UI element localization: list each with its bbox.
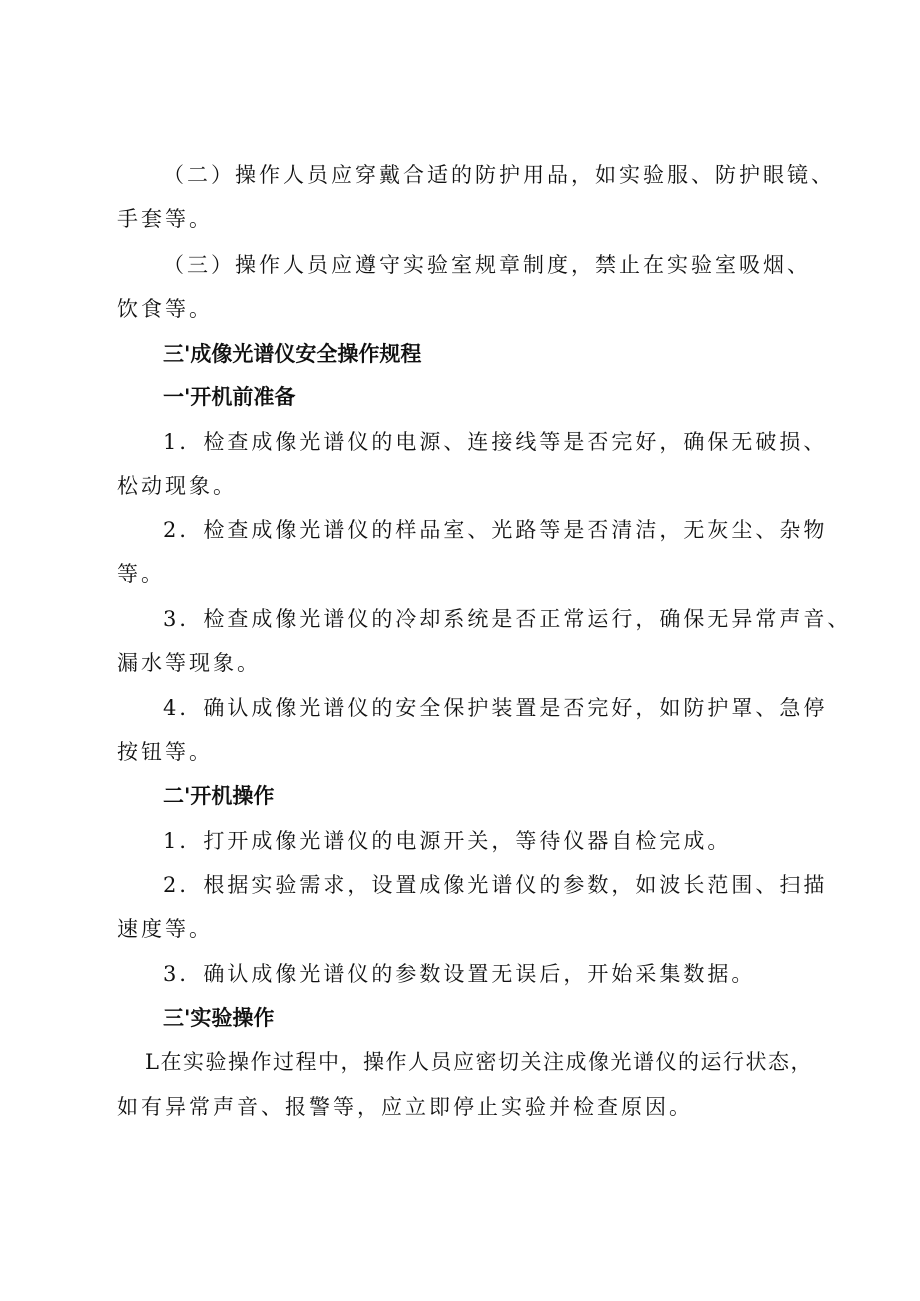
paragraph-safety-2-line2: 手套等。	[117, 207, 213, 231]
list-item-prep-2-line1: 2．检查成像光谱仪的样品室、光路等是否清洁，无灰尘、杂物	[163, 518, 828, 542]
list-item-prep-1-line2: 松动现象。	[117, 474, 237, 498]
paragraph-safety-2-line1: （二）操作人员应穿戴合适的防护用品，如实验服、防护眼镜、	[163, 163, 835, 187]
list-item-startup-2-line1: 2．根据实验需求，设置成像光谱仪的参数，如波长范围、扫描	[163, 873, 828, 897]
list-item-startup-2-line2: 速度等。	[117, 917, 213, 941]
subsection-title-preparation: 一'开机前准备	[163, 385, 296, 409]
list-item-prep-3-line2: 漏水等现象。	[117, 651, 261, 675]
list-item-prep-2-line2: 等。	[117, 562, 165, 586]
subsection-title-experiment: 三'实验操作	[163, 1006, 275, 1030]
section-title-safety-procedures: 三'成像光谱仪安全操作规程	[163, 342, 422, 366]
list-item-prep-3-line1: 3．检查成像光谱仪的冷却系统是否正常运行，确保无异常声音、	[163, 607, 852, 631]
list-item-prep-1-line1: 1．检查成像光谱仪的电源、连接线等是否完好，确保无破损、	[163, 430, 828, 454]
list-item-startup-3: 3．确认成像光谱仪的参数设置无误后，开始采集数据。	[163, 962, 756, 986]
subsection-title-startup: 二'开机操作	[163, 784, 275, 808]
list-item-experiment-1-line2: 如有异常声音、报警等，应立即停止实验并检查原因。	[117, 1095, 693, 1119]
list-item-startup-1: 1．打开成像光谱仪的电源开关，等待仪器自检完成。	[163, 829, 732, 853]
paragraph-safety-3-line2: 饮食等。	[117, 297, 213, 321]
list-item-prep-4-line1: 4．确认成像光谱仪的安全保护装置是否完好，如防护罩、急停	[163, 696, 828, 720]
paragraph-safety-3-line1: （三）操作人员应遵守实验室规章制度，禁止在实验室吸烟、	[163, 253, 811, 277]
list-item-prep-4-line2: 按钮等。	[117, 740, 213, 764]
list-item-experiment-1-line1: L在实验操作过程中，操作人员应密切关注成像光谱仪的运行状态，	[145, 1050, 813, 1074]
